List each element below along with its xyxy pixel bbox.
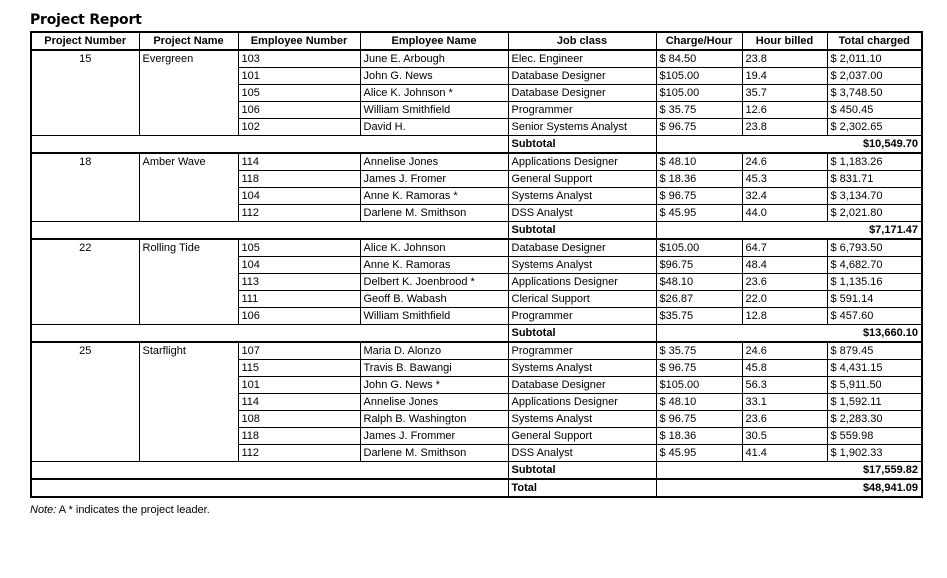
project-number-cell: 15 xyxy=(79,53,92,65)
project-name-cell xyxy=(139,360,238,377)
employee-name-cell: William Smithfield xyxy=(360,102,508,119)
table-row xyxy=(31,394,922,411)
job-class-cell: Systems Analyst xyxy=(508,411,656,428)
employee-name-cell: Travis B. Bawangi xyxy=(360,360,508,377)
subtotal-row xyxy=(31,136,922,154)
job-class-cell: DSS Analyst xyxy=(508,205,656,222)
subtotal-value: $13,660.10 xyxy=(656,325,922,343)
subtotal-value: $10,549.70 xyxy=(656,136,922,154)
job-class-cell: Clerical Support xyxy=(508,291,656,308)
charge-hour-cell: $ 35.75 xyxy=(656,102,742,119)
hour-billed-cell: 22.0 xyxy=(742,291,827,308)
subtotal-label: Subtotal xyxy=(508,136,656,154)
header-project-number: Project Number xyxy=(31,32,139,50)
employee-number-cell: 114 xyxy=(238,394,360,411)
hour-billed-cell: 24.6 xyxy=(742,342,827,360)
project-number-cell xyxy=(31,411,139,428)
project-name-cell xyxy=(139,257,238,274)
employee-number-cell: 115 xyxy=(238,360,360,377)
table-row xyxy=(31,171,922,188)
table-row xyxy=(31,308,922,325)
header-charge-hour: Charge/Hour xyxy=(656,32,742,50)
subtotal-row xyxy=(31,462,922,480)
table-row xyxy=(31,342,922,360)
project-number-cell xyxy=(31,102,139,119)
table-row xyxy=(31,377,922,394)
employee-number-cell: 103 xyxy=(238,50,360,68)
table-row xyxy=(31,153,922,171)
employee-name-cell: Alice K. Johnson * xyxy=(360,85,508,102)
job-class-cell: Programmer xyxy=(508,308,656,325)
project-name-cell xyxy=(139,377,238,394)
total-charged-cell: $ 2,021.80 xyxy=(827,205,922,222)
hour-billed-cell: 23.6 xyxy=(742,274,827,291)
job-class-cell: Elec. Engineer xyxy=(508,50,656,68)
employee-number-cell: 104 xyxy=(238,188,360,205)
project-name-cell xyxy=(139,394,238,411)
employee-number-cell: 102 xyxy=(238,119,360,136)
charge-hour-cell: $ 96.75 xyxy=(656,188,742,205)
project-name-cell xyxy=(139,85,238,102)
header-hour-billed: Hour billed xyxy=(742,32,827,50)
total-charged-cell: $ 1,902.33 xyxy=(827,445,922,462)
total-label: Total xyxy=(508,479,656,497)
employee-number-cell: 118 xyxy=(238,171,360,188)
table-row xyxy=(31,205,922,222)
hour-billed-cell: 23.6 xyxy=(742,411,827,428)
total-value: $48,941.09 xyxy=(656,479,922,497)
subtotal-spacer xyxy=(31,325,508,343)
header-project-name: Project Name xyxy=(139,32,238,50)
charge-hour-cell: $ 48.10 xyxy=(656,394,742,411)
hour-billed-cell: 45.3 xyxy=(742,171,827,188)
report-body xyxy=(31,50,922,497)
total-charged-cell: $ 831.71 xyxy=(827,171,922,188)
project-name-cell xyxy=(139,68,238,85)
header-job-class: Job class xyxy=(508,32,656,50)
hour-billed-cell: 48.4 xyxy=(742,257,827,274)
job-class-cell: Systems Analyst xyxy=(508,188,656,205)
employee-name-cell: Annelise Jones xyxy=(360,394,508,411)
job-class-cell: Database Designer xyxy=(508,68,656,85)
total-charged-cell: $ 1,183.26 xyxy=(827,153,922,171)
job-class-cell: Systems Analyst xyxy=(508,360,656,377)
charge-hour-cell: $35.75 xyxy=(656,308,742,325)
table-row xyxy=(31,428,922,445)
job-class-cell: Programmer xyxy=(508,102,656,119)
subtotal-label: Subtotal xyxy=(508,325,656,343)
charge-hour-cell: $105.00 xyxy=(656,85,742,102)
header-total-charged: Total charged xyxy=(827,32,922,50)
project-number-cell xyxy=(31,188,139,205)
charge-hour-cell: $ 45.95 xyxy=(656,445,742,462)
employee-name-cell: William Smithfield xyxy=(360,308,508,325)
table-row xyxy=(31,102,922,119)
subtotal-row xyxy=(31,325,922,343)
table-row xyxy=(31,411,922,428)
hour-billed-cell: 19.4 xyxy=(742,68,827,85)
subtotal-label: Subtotal xyxy=(508,222,656,240)
total-charged-cell: $ 1,135.16 xyxy=(827,274,922,291)
total-charged-cell: $ 5,911.50 xyxy=(827,377,922,394)
project-name-cell xyxy=(139,445,238,462)
job-class-cell: Applications Designer xyxy=(508,394,656,411)
header-row xyxy=(31,32,922,50)
employee-number-cell: 107 xyxy=(238,342,360,360)
charge-hour-cell: $48.10 xyxy=(656,274,742,291)
total-spacer xyxy=(31,479,508,497)
project-name-cell xyxy=(139,171,238,188)
total-charged-cell: $ 450.45 xyxy=(827,102,922,119)
header-employee-number: Employee Number xyxy=(238,32,360,50)
table-row xyxy=(31,360,922,377)
employee-number-cell: 113 xyxy=(238,274,360,291)
hour-billed-cell: 56.3 xyxy=(742,377,827,394)
total-charged-cell: $ 4,431.15 xyxy=(827,360,922,377)
employee-name-cell: John G. News * xyxy=(360,377,508,394)
total-charged-cell: $ 879.45 xyxy=(827,342,922,360)
total-charged-cell: $ 457.60 xyxy=(827,308,922,325)
hour-billed-cell: 64.7 xyxy=(742,239,827,257)
job-class-cell: General Support xyxy=(508,171,656,188)
charge-hour-cell: $ 96.75 xyxy=(656,119,742,136)
employee-name-cell: David H. xyxy=(360,119,508,136)
job-class-cell: Applications Designer xyxy=(508,274,656,291)
job-class-cell: DSS Analyst xyxy=(508,445,656,462)
project-name-cell xyxy=(139,274,238,291)
charge-hour-cell: $ 84.50 xyxy=(656,50,742,68)
hour-billed-cell: 45.8 xyxy=(742,360,827,377)
subtotal-spacer xyxy=(31,222,508,240)
subtotal-value: $7,171.47 xyxy=(656,222,922,240)
charge-hour-cell: $ 35.75 xyxy=(656,342,742,360)
hour-billed-cell: 35.7 xyxy=(742,85,827,102)
job-class-cell: Senior Systems Analyst xyxy=(508,119,656,136)
subtotal-row xyxy=(31,222,922,240)
job-class-cell: Database Designer xyxy=(508,239,656,257)
note-label: Note: xyxy=(30,504,57,516)
total-charged-cell: $ 591.14 xyxy=(827,291,922,308)
note-text: A * indicates the project leader. xyxy=(56,504,210,516)
table-row xyxy=(31,257,922,274)
total-charged-cell: $ 2,302.65 xyxy=(827,119,922,136)
total-charged-cell: $ 3,748.50 xyxy=(827,85,922,102)
hour-billed-cell: 32.4 xyxy=(742,188,827,205)
subtotal-label: Subtotal xyxy=(508,462,656,480)
employee-number-cell: 104 xyxy=(238,257,360,274)
employee-name-cell: Delbert K. Joenbrood * xyxy=(360,274,508,291)
total-charged-cell: $ 6,793.50 xyxy=(827,239,922,257)
project-name-cell xyxy=(139,411,238,428)
total-charged-cell: $ 1,592.11 xyxy=(827,394,922,411)
employee-number-cell: 105 xyxy=(238,85,360,102)
employee-name-cell: June E. Arbough xyxy=(360,50,508,68)
charge-hour-cell: $105.00 xyxy=(656,377,742,394)
job-class-cell: General Support xyxy=(508,428,656,445)
employee-number-cell: 101 xyxy=(238,377,360,394)
table-row xyxy=(31,445,922,462)
charge-hour-cell: $ 18.36 xyxy=(656,171,742,188)
hour-billed-cell: 12.8 xyxy=(742,308,827,325)
job-class-cell: Database Designer xyxy=(508,85,656,102)
total-charged-cell: $ 2,037.00 xyxy=(827,68,922,85)
project-name-cell: Starflight xyxy=(139,342,238,360)
charge-hour-cell: $ 96.75 xyxy=(656,360,742,377)
project-number-cell xyxy=(31,205,139,222)
employee-name-cell: Annelise Jones xyxy=(360,153,508,171)
project-name-cell xyxy=(139,205,238,222)
project-report-table xyxy=(30,31,923,498)
table-row xyxy=(31,239,922,257)
table-row xyxy=(31,291,922,308)
total-charged-cell: $ 4,682.70 xyxy=(827,257,922,274)
job-class-cell: Database Designer xyxy=(508,377,656,394)
employee-name-cell: James J. Fromer xyxy=(360,171,508,188)
employee-number-cell: 111 xyxy=(238,291,360,308)
hour-billed-cell: 44.0 xyxy=(742,205,827,222)
hour-billed-cell: 30.5 xyxy=(742,428,827,445)
hour-billed-cell: 23.8 xyxy=(742,50,827,68)
header-employee-name: Employee Name xyxy=(360,32,508,50)
total-row xyxy=(31,479,922,497)
employee-number-cell: 105 xyxy=(238,239,360,257)
employee-number-cell: 114 xyxy=(238,153,360,171)
employee-number-cell: 112 xyxy=(238,205,360,222)
project-name-cell xyxy=(139,102,238,119)
project-number-cell xyxy=(31,274,139,291)
project-number-cell: 22 xyxy=(31,239,139,257)
employee-name-cell: Anne K. Ramoras * xyxy=(360,188,508,205)
hour-billed-cell: 41.4 xyxy=(742,445,827,462)
charge-hour-cell: $105.00 xyxy=(656,68,742,85)
total-charged-cell: $ 559.98 xyxy=(827,428,922,445)
hour-billed-cell: 33.1 xyxy=(742,394,827,411)
project-name-cell xyxy=(139,308,238,325)
project-number-cell: 18 xyxy=(31,153,139,171)
charge-hour-cell: $96.75 xyxy=(656,257,742,274)
project-number-cell xyxy=(31,85,139,102)
employee-number-cell: 106 xyxy=(238,102,360,119)
charge-hour-cell: $ 45.95 xyxy=(656,205,742,222)
job-class-cell: Programmer xyxy=(508,342,656,360)
table-row xyxy=(31,50,922,68)
total-charged-cell: $ 3,134.70 xyxy=(827,188,922,205)
hour-billed-cell: 24.6 xyxy=(742,153,827,171)
project-name-cell xyxy=(139,428,238,445)
employee-number-cell: 118 xyxy=(238,428,360,445)
footnote xyxy=(30,504,210,516)
job-class-cell: Systems Analyst xyxy=(508,257,656,274)
project-name-cell xyxy=(139,291,238,308)
employee-name-cell: Darlene M. Smithson xyxy=(360,445,508,462)
project-number-cell xyxy=(31,377,139,394)
project-name-cell xyxy=(139,119,238,136)
table-row xyxy=(31,68,922,85)
project-number-cell xyxy=(31,291,139,308)
total-charged-cell: $ 2,283.30 xyxy=(827,411,922,428)
table-row xyxy=(31,188,922,205)
employee-name-cell: John G. News xyxy=(360,68,508,85)
hour-billed-cell: 23.8 xyxy=(742,119,827,136)
project-number-cell xyxy=(31,394,139,411)
subtotal-spacer xyxy=(31,462,508,480)
employee-name-cell: Geoff B. Wabash xyxy=(360,291,508,308)
hour-billed-cell: 12.6 xyxy=(742,102,827,119)
employee-number-cell: 108 xyxy=(238,411,360,428)
employee-name-cell: James J. Frommer xyxy=(360,428,508,445)
charge-hour-cell: $ 96.75 xyxy=(656,411,742,428)
employee-name-cell: Maria D. Alonzo xyxy=(360,342,508,360)
project-number-cell xyxy=(31,257,139,274)
project-number-cell xyxy=(31,68,139,85)
table-row xyxy=(31,119,922,136)
project-name-cell xyxy=(139,188,238,205)
employee-number-cell: 106 xyxy=(238,308,360,325)
table-row xyxy=(31,274,922,291)
project-name-cell: Amber Wave xyxy=(139,153,238,171)
employee-name-cell: Anne K. Ramoras xyxy=(360,257,508,274)
charge-hour-cell: $ 48.10 xyxy=(656,153,742,171)
employee-name-cell: Alice K. Johnson xyxy=(360,239,508,257)
charge-hour-cell: $105.00 xyxy=(656,239,742,257)
subtotal-spacer xyxy=(31,136,508,154)
charge-hour-cell: $26.87 xyxy=(656,291,742,308)
charge-hour-cell: $ 18.36 xyxy=(656,428,742,445)
employee-number-cell: 112 xyxy=(238,445,360,462)
project-number-cell xyxy=(31,445,139,462)
job-class-cell: Applications Designer xyxy=(508,153,656,171)
project-number-cell xyxy=(31,119,139,136)
project-name-cell: Rolling Tide xyxy=(139,239,238,257)
employee-name-cell: Darlene M. Smithson xyxy=(360,205,508,222)
report-title: Project Report xyxy=(30,12,142,28)
project-number-cell: 25 xyxy=(31,342,139,360)
project-name-cell: Evergreen xyxy=(139,50,238,68)
project-number-cell xyxy=(31,360,139,377)
project-number-cell xyxy=(31,171,139,188)
employee-number-cell: 101 xyxy=(238,68,360,85)
total-charged-cell: $ 2,011.10 xyxy=(827,50,922,68)
employee-name-cell: Ralph B. Washington xyxy=(360,411,508,428)
subtotal-value: $17,559.82 xyxy=(656,462,922,480)
project-number-cell xyxy=(31,428,139,445)
project-number-cell xyxy=(31,308,139,325)
table-row xyxy=(31,85,922,102)
